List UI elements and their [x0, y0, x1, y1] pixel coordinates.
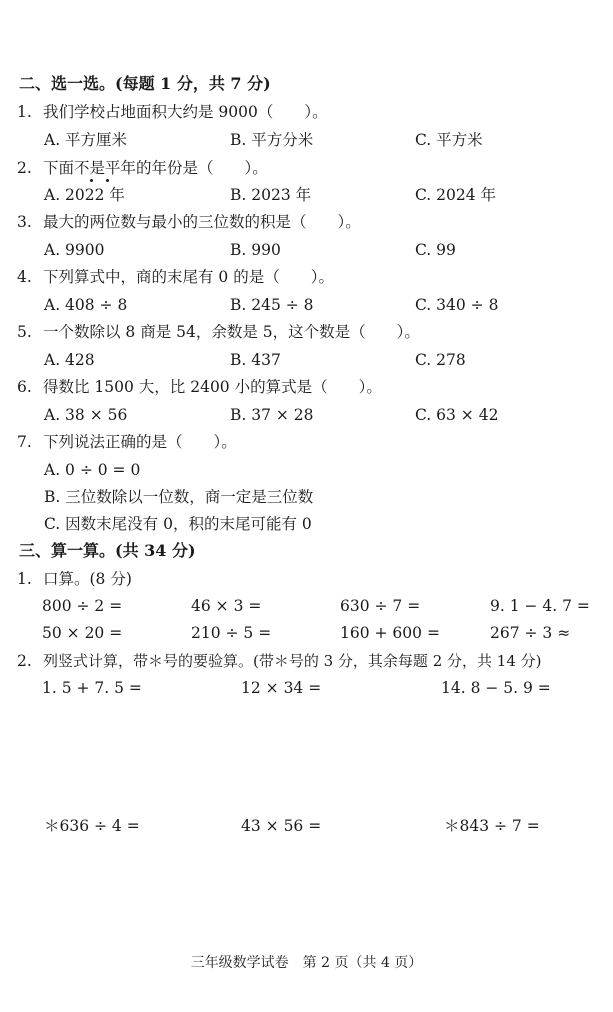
question-number: 1. — [17, 570, 32, 588]
vertical-calc-item: 14. 8 − 5. 9 = — [441, 679, 551, 697]
option-b: B. 三位数除以一位数，商一定是三位数 — [44, 488, 314, 506]
option-c: C. 278 — [415, 351, 466, 369]
oral-calc-item: 46 × 3 = — [191, 597, 262, 615]
option-a: A. 9900 — [44, 241, 105, 259]
option-a: A. 平方厘米 — [44, 131, 128, 149]
option-c: C. 因数末尾没有 0，积的末尾可能有 0 — [44, 515, 312, 533]
question-text: 下列算式中，商的末尾有 0 的是（ ）。 — [43, 268, 334, 286]
emphasis-dot — [106, 179, 109, 182]
section-3-title: 三、算一算。(共 34 分) — [19, 541, 196, 560]
question-text: 口算。(8 分) — [43, 570, 132, 588]
question-text: 得数比 1500 大，比 2400 小的算式是（ ）。 — [43, 378, 382, 396]
option-a: A. 2022 年 — [44, 186, 125, 204]
vertical-calc-item: ＊843 ÷ 7 = — [444, 817, 540, 835]
oral-calc-item: 210 ÷ 5 = — [191, 624, 272, 642]
option-a: A. 408 ÷ 8 — [44, 296, 128, 314]
question-number: 4. — [17, 268, 32, 286]
oral-calc-item: 630 ÷ 7 = — [340, 597, 421, 615]
option-a: A. 38 × 56 — [44, 406, 128, 424]
question-text: 下列说法正确的是（ ）。 — [43, 433, 237, 451]
option-c: C. 99 — [415, 241, 456, 259]
option-b: B. 平方分米 — [230, 131, 314, 149]
option-b: B. 245 ÷ 8 — [230, 296, 314, 314]
oral-calc-item: 160 + 600 = — [340, 624, 440, 642]
section-2-title: 二、选一选。(每题 1 分，共 7 分) — [19, 74, 271, 93]
question-text: 我们学校占地面积大约是 9000（ ）。 — [43, 103, 328, 121]
question-number: 1. — [17, 103, 32, 121]
option-c: C. 平方米 — [415, 131, 483, 149]
question-text: 下面不是平年的年份是（ ）。 — [43, 159, 268, 177]
question-text: 一个数除以 8 商是 54，余数是 5，这个数是（ ）。 — [43, 323, 420, 341]
question-number: 3. — [17, 213, 32, 231]
option-c: C. 340 ÷ 8 — [415, 296, 499, 314]
question-number: 2. — [17, 652, 32, 670]
question-number: 5. — [17, 323, 32, 341]
option-b: B. 990 — [230, 241, 281, 259]
oral-calc-item: 267 ÷ 3 ≈ — [490, 624, 571, 642]
vertical-calc-item: 12 × 34 = — [241, 679, 322, 697]
question-text: 列竖式计算，带＊号的要验算。(带＊号的 3 分，其余每题 2 分，共 14 分) — [43, 652, 542, 670]
oral-calc-item: 50 × 20 = — [42, 624, 123, 642]
option-c: C. 63 × 42 — [415, 406, 499, 424]
option-c: C. 2024 年 — [415, 186, 497, 204]
question-number: 2. — [17, 159, 32, 177]
question-text: 最大的两位数与最小的三位数的积是（ ）。 — [43, 213, 361, 231]
option-b: B. 437 — [230, 351, 281, 369]
emphasis-dot — [90, 179, 93, 182]
page-footer: 三年级数学试卷 第 2 页（共 4 页） — [190, 955, 423, 971]
option-b: B. 2023 年 — [230, 186, 312, 204]
oral-calc-item: 9. 1 − 4. 7 = — [490, 597, 590, 615]
option-b: B. 37 × 28 — [230, 406, 314, 424]
vertical-calc-item: 43 × 56 = — [241, 817, 322, 835]
vertical-calc-item: ＊636 ÷ 4 = — [44, 817, 140, 835]
question-number: 6. — [17, 378, 32, 396]
question-number: 7. — [17, 433, 32, 451]
option-a: A. 0 ÷ 0 = 0 — [44, 461, 141, 479]
oral-calc-item: 800 ÷ 2 = — [42, 597, 123, 615]
vertical-calc-item: 1. 5 + 7. 5 = — [42, 679, 142, 697]
option-a: A. 428 — [44, 351, 95, 369]
